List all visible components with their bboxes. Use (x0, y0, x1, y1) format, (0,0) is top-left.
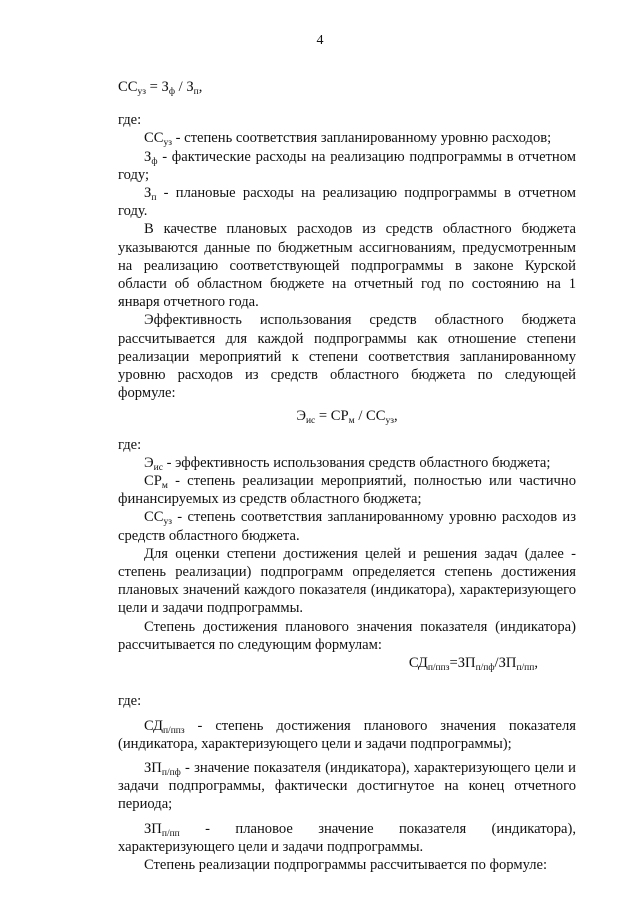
page-number: 4 (316, 33, 324, 48)
formula-sd: $СД_{п/ппз}=ЗП_{п/пф}/ЗП_{п/пп}$, (408, 655, 538, 674)
paragraph-goals: Для оценки степени достижения целей и решения задач (далее - степень реализации) подпрограмм определяется степень достижения плановых значений каждого показателя (индикатора), характеризующего цели и задачи подпрограммы. (118, 545, 576, 617)
paragraph-efficiency: Эффективность использования средств областного бюджета рассчитывается для каждой подпрограммы как отношение степени реализации мероприятий к степени соответствия запланированному уровню расходов из средств областного бюджета по следующей формуле: (118, 312, 576, 402)
definition-eis: $Э_{ис}$ - эффективность использования средств областного бюджета; (144, 454, 551, 473)
definition-zpf: $ЗП_{п/пф}$ - значение показателя (индикатора), характеризующего цели и задачи подпрограммы, фактически достигнутое на конец отчетного периода; (118, 759, 576, 813)
definition-ss-2: $СС_{уз}$ - степень соответствия запланированному уровню расходов из средств областного бюджета. (118, 509, 576, 544)
paragraph-degree: Степень достижения планового значения показателя (индикатора) рассчитывается по следующим формулам: (118, 618, 576, 653)
where-label: где: (118, 693, 142, 710)
definition-zf: $З_ф$ - фактические расходы на реализацию подпрограммы в отчетном году; (118, 148, 576, 183)
definition-ss: $СС_{уз}$ - степень соответствия запланированному уровню расходов; (144, 130, 552, 149)
formula-ss: $СС_{уз} = З_ф / З_п$, (118, 79, 203, 97)
document-body (118, 74, 576, 874)
paragraph-planned-expenses: В качестве плановых расходов из средств областного бюджета указываются данные по бюджетным ассигнованиям, предусмотренным на реализацию соответствующей подпрограммы в законе Курской области об областном бюджете на отчетный год по состоянию на 1 января отчетного года. (118, 221, 576, 311)
where-label: где: (118, 112, 142, 129)
formula-eis: $Э_{ис} = СР_м / СС_{уз}$, (296, 408, 398, 427)
paragraph-final: Степень реализации подпрограммы рассчитывается по формуле: (144, 856, 548, 873)
definition-zpp: $ЗП_{п/пп}$ - плановое значение показателя (индикатора), характеризующего цели и задачи подпрограммы. (118, 820, 576, 855)
definition-srm: $СР_м$ - степень реализации мероприятий, полностью или частично финансируемых из средств областного бюджета; (118, 473, 576, 508)
definition-sd: $СД_{п/ппз}$ - степень достижения планового значения показателя (индикатора, характеризующего цели и задачи подпрограммы); (118, 717, 576, 752)
where-label: где: (118, 436, 142, 453)
definition-zp: $З_п$ - плановые расходы на реализацию подпрограммы в отчетном году. (118, 185, 576, 220)
